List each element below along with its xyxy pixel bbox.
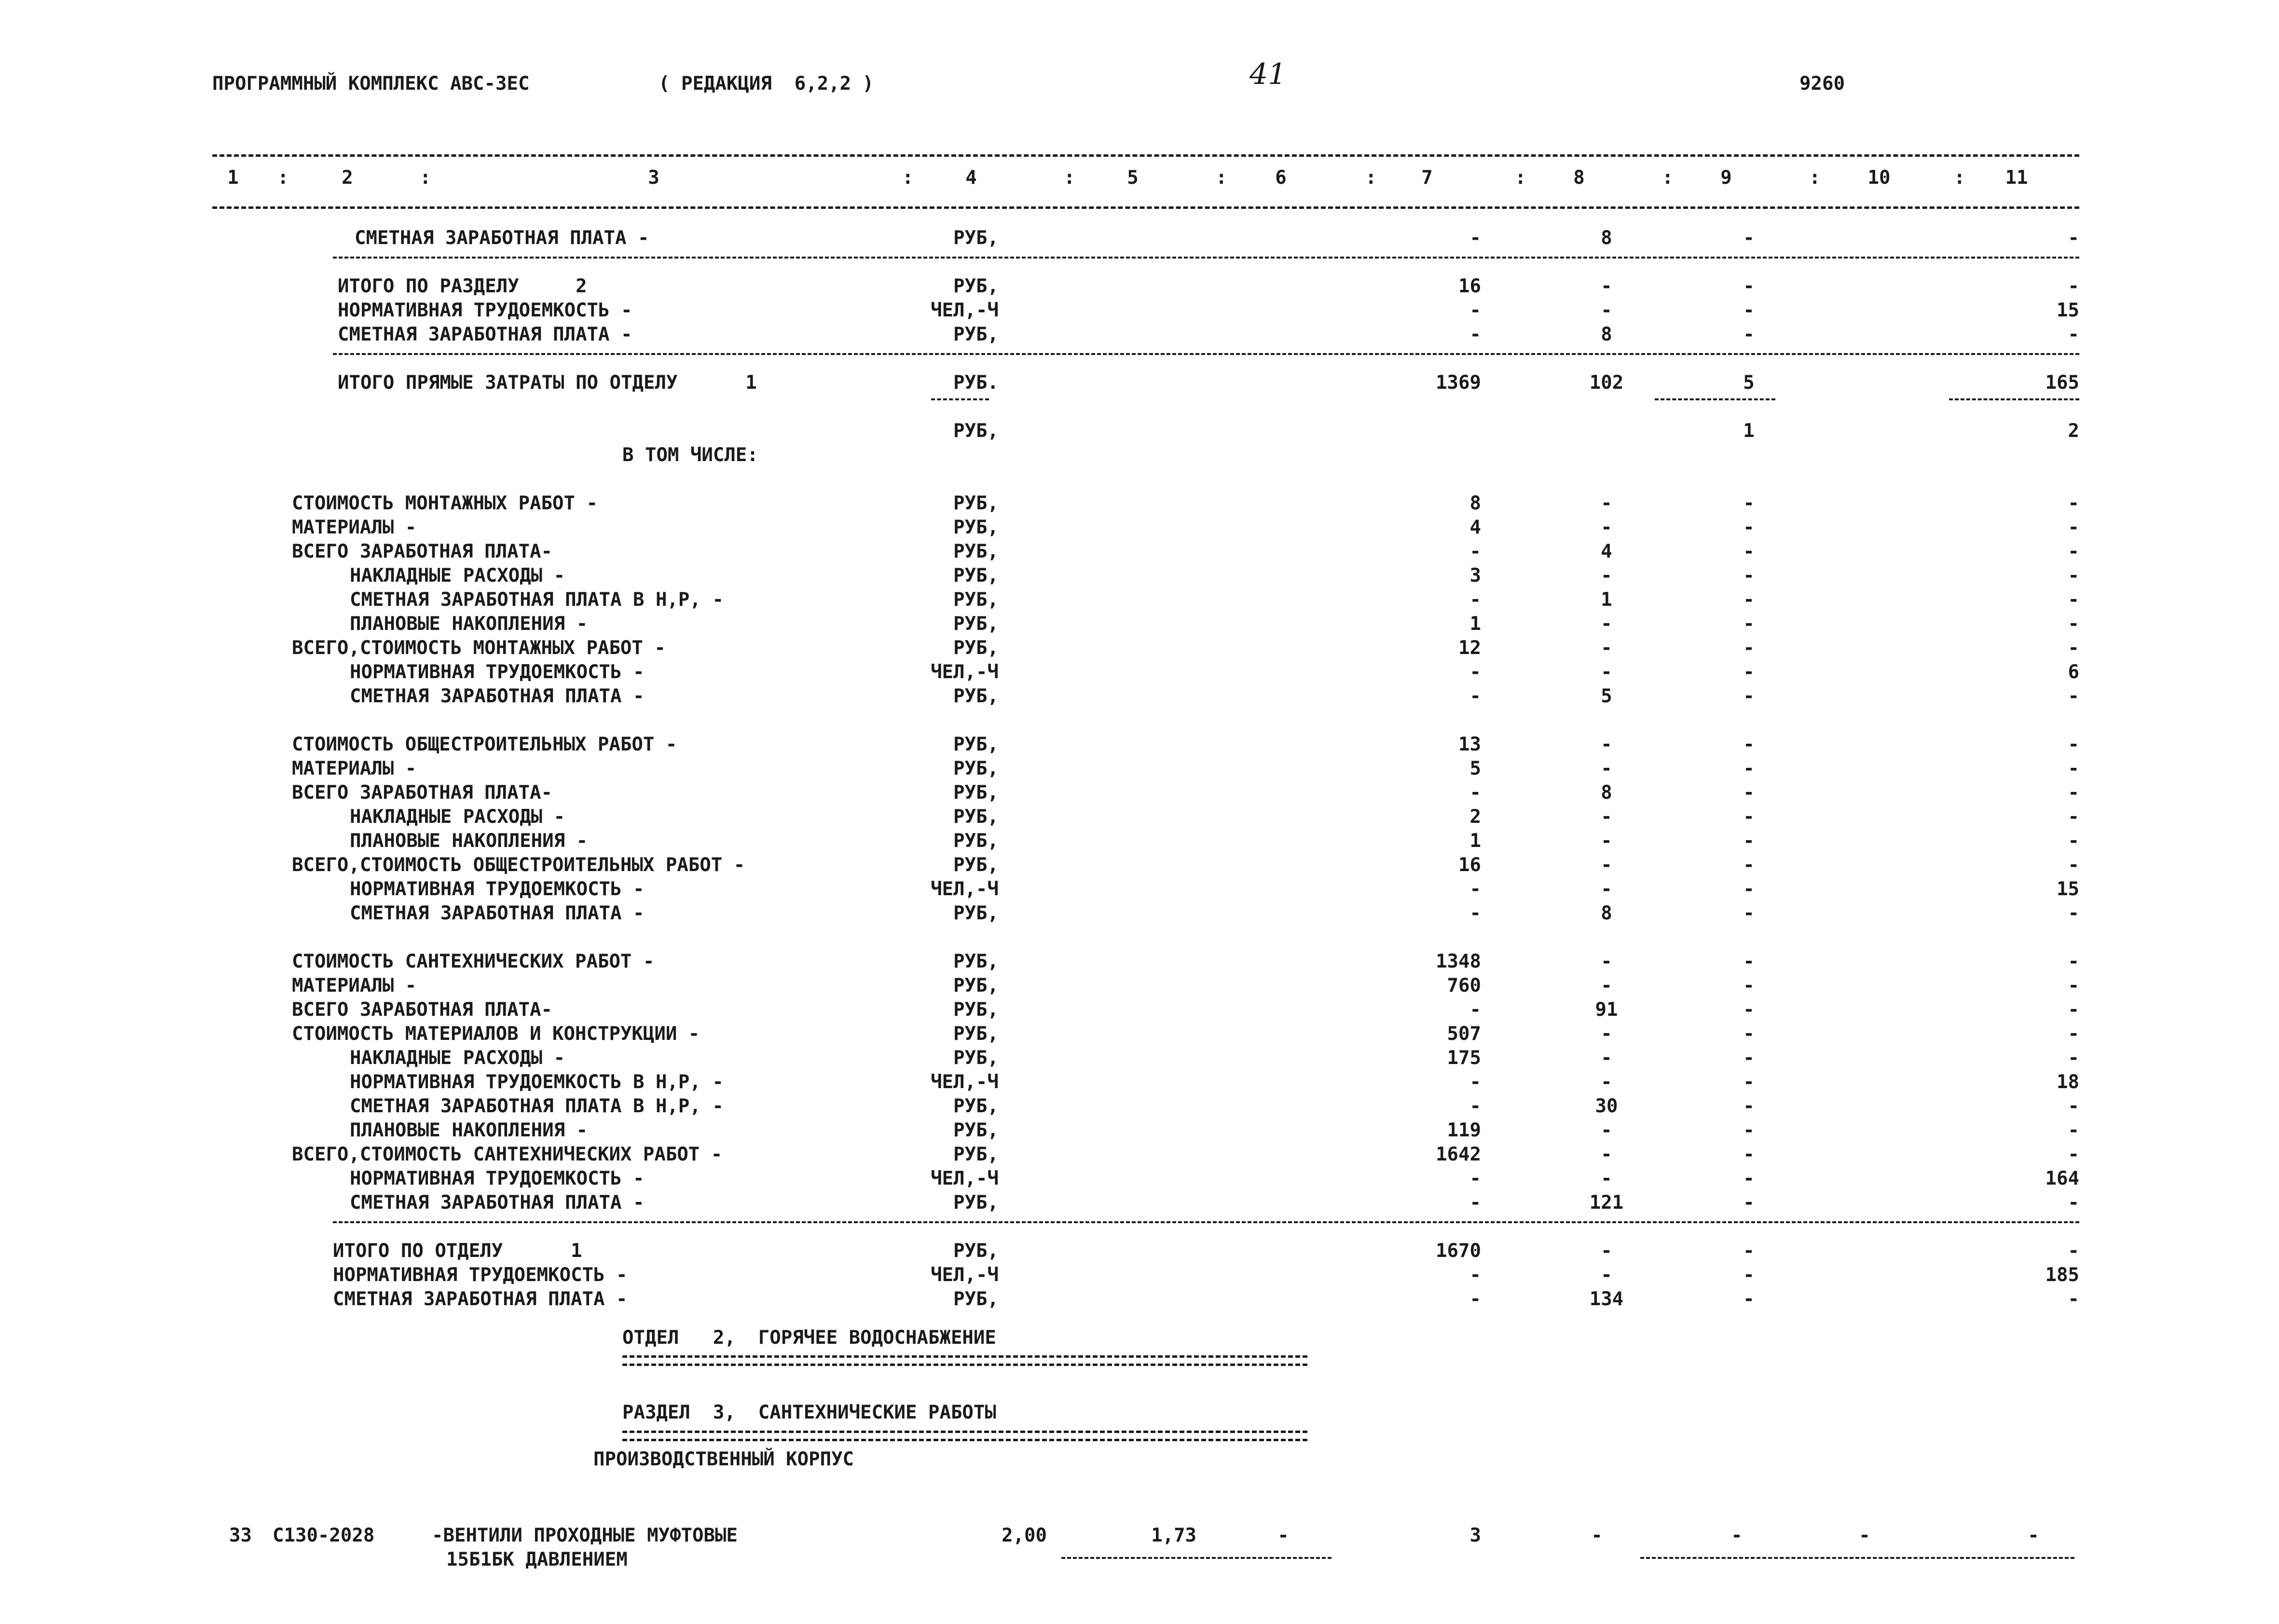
row-value-c7: 2 [1469, 806, 1481, 828]
row-label: СТОИМОСТЬ МОНТАЖНЫХ РАБОТ - [292, 492, 598, 514]
row-value-c7: 1670 [1436, 1240, 1481, 1262]
row-unit: ЧЕЛ,-Ч [931, 878, 999, 900]
row-unit: РУБ, [953, 1047, 999, 1069]
row-label: МАТЕРИАЛЫ - [292, 517, 417, 538]
row-label: СМЕТНАЯ ЗАРАБОТНАЯ ПЛАТА - [338, 324, 632, 345]
row-value-c7: 175 [1447, 1047, 1481, 1069]
row-value-c7: - [1469, 227, 1481, 249]
handwritten-page-number: 41 [1249, 57, 1287, 91]
row-unit: РУБ, [953, 902, 999, 924]
column-separator: : [1662, 167, 1674, 189]
row-value-c9: - [1743, 951, 1755, 972]
column-number-7: 7 [1421, 167, 1433, 189]
document-code: 9260 [1799, 73, 1845, 95]
column-separator: : [420, 167, 431, 189]
row-label: ПЛАНОВЫЕ НАКОПЛЕНИЯ - [350, 1119, 588, 1141]
table-header-rule [212, 206, 2079, 209]
row-value-c9: - [1743, 1023, 1755, 1045]
row-value-c7: - [1469, 902, 1481, 924]
row-value-c7: 5 [1469, 758, 1481, 779]
row-value-c7: 1642 [1436, 1144, 1481, 1165]
row-value-c9: - [1743, 685, 1755, 707]
section-double-rule [622, 1431, 1307, 1441]
row-unit: РУБ, [953, 517, 999, 538]
row-label: НОРМАТИВНАЯ ТРУДОЕМКОСТЬ - [350, 878, 645, 900]
row-label: ВСЕГО,СТОИМОСТЬ ОБЩЕСТРОИТЕЛЬНЫХ РАБОТ - [292, 854, 745, 876]
row-value-c11: - [2068, 975, 2079, 996]
row-value-c11: - [2068, 492, 2079, 514]
row-value-c7: - [1469, 878, 1481, 900]
row-value-c7: 3 [1469, 565, 1481, 587]
row-unit: РУБ, [953, 637, 999, 659]
table-top-rule [212, 154, 2079, 157]
row-unit: РУБ. [953, 372, 999, 394]
row-value-c11: - [2068, 734, 2079, 755]
row-label: СМЕТНАЯ ЗАРАБОТНАЯ ПЛАТА - [350, 685, 645, 707]
row-value-c9: - [1743, 1071, 1755, 1093]
row-unit: ЧЕЛ,-Ч [931, 1168, 999, 1189]
row-value-c9: - [1743, 999, 1755, 1021]
row-unit: РУБ, [953, 830, 999, 852]
row-label: СМЕТНАЯ ЗАРАБОТНАЯ ПЛАТА - [355, 227, 649, 249]
row-value-c9: - [1743, 613, 1755, 635]
row-value-c9: - [1743, 275, 1755, 297]
row-value-c9: - [1743, 492, 1755, 514]
row-label: НОРМАТИВНАЯ ТРУДОЕМКОСТЬ - [350, 661, 645, 683]
row-value-c11: - [2068, 782, 2079, 804]
row-value-c11: - [2068, 854, 2079, 876]
row-value-c8: 8 [1601, 324, 1612, 345]
row-value-c11: - [2068, 1288, 2079, 1310]
item-underline [1061, 1557, 1332, 1559]
row-value-c7: - [1469, 324, 1481, 345]
row-value-c9: - [1743, 1240, 1755, 1262]
row-value-c11: 185 [2045, 1264, 2079, 1286]
row-unit: РУБ, [953, 1144, 999, 1165]
row-value-c7: 16 [1458, 275, 1481, 297]
row-unit: РУБ, [953, 541, 999, 562]
row-value-c7: - [1469, 1192, 1481, 1214]
row-value-c8: - [1601, 661, 1612, 683]
row-unit: РУБ, [953, 324, 999, 345]
item-name-line2: 15Б1БК ДАВЛЕНИЕМ [446, 1549, 628, 1570]
row-value-c11: - [2068, 613, 2079, 635]
row-label: ВСЕГО ЗАРАБОТНАЯ ПЛАТА- [292, 541, 553, 562]
row-value-c11: - [2068, 951, 2079, 972]
row-value-c9: - [1743, 661, 1755, 683]
row-value-c11: - [2068, 1144, 2079, 1165]
row-value-c7: - [1469, 1071, 1481, 1093]
item-unit-price: 1,73 [1151, 1525, 1196, 1546]
row-unit: РУБ, [953, 1240, 999, 1262]
row-value-c7: 8 [1469, 492, 1481, 514]
row-value-c8: 5 [1601, 685, 1612, 707]
column-separator: : [1954, 167, 1965, 189]
department-double-rule [622, 1355, 1307, 1366]
row-value-c7: - [1469, 685, 1481, 707]
row-value-c8: - [1601, 830, 1612, 852]
row-label: ИТОГО ПО ОТДЕЛУ 1 [333, 1240, 582, 1262]
row-value-c8: - [1601, 1023, 1612, 1045]
row-label: ИТОГО ПО РАЗДЕЛУ 2 [338, 275, 587, 297]
row-value-c11: - [2068, 758, 2079, 779]
column-number-9: 9 [1720, 167, 1732, 189]
object-name: ПРОИЗВОДСТВЕННЫЙ КОРПУС [593, 1448, 854, 1470]
row-label: МАТЕРИАЛЫ - [292, 975, 417, 996]
column-number-1: 1 [227, 167, 239, 189]
section-rule [333, 1221, 2079, 1223]
row-value-c7: 1 [1469, 613, 1481, 635]
column-number-5: 5 [1127, 167, 1139, 189]
row-unit: ЧЕЛ,-Ч [931, 661, 999, 683]
row-value-c8: - [1601, 878, 1612, 900]
row-value-c9: - [1743, 854, 1755, 876]
row-value-c7: 12 [1458, 637, 1481, 659]
row-value-c8: - [1601, 637, 1612, 659]
row-label: НАКЛАДНЫЕ РАСХОДЫ - [350, 565, 565, 587]
row-value-c8: - [1601, 1264, 1612, 1286]
row-value-c9: - [1743, 782, 1755, 804]
row-label: СМЕТНАЯ ЗАРАБОТНАЯ ПЛАТА - [350, 1192, 645, 1214]
column-separator: : [902, 167, 914, 189]
row-value-c11: - [2068, 565, 2079, 587]
row-value-c9: - [1743, 227, 1755, 249]
row-label: НАКЛАДНЫЕ РАСХОДЫ - [350, 806, 565, 828]
row-value-c7: 760 [1447, 975, 1481, 996]
row-value-c8: - [1601, 275, 1612, 297]
row-label: ПЛАНОВЫЕ НАКОПЛЕНИЯ - [350, 613, 588, 635]
row-value-c9: - [1743, 1095, 1755, 1117]
row-unit: РУБ, [953, 492, 999, 514]
row-value-c9: - [1743, 324, 1755, 345]
row-unit: РУБ, [953, 227, 999, 249]
column-separator: : [1216, 167, 1227, 189]
row-value-c8: 30 [1595, 1095, 1618, 1117]
row-value-c11: - [2068, 637, 2079, 659]
row-value-c9: - [1743, 637, 1755, 659]
row-label: ИТОГО ПРЯМЫЕ ЗАТРАТЫ ПО ОТДЕЛУ 1 [338, 372, 757, 394]
row-unit: РУБ, [953, 806, 999, 828]
row-value-c8: 121 [1589, 1192, 1624, 1214]
column-separator: : [1809, 167, 1821, 189]
row-value-c9: - [1743, 878, 1755, 900]
row-value-c9: 5 [1743, 372, 1755, 394]
row-unit: РУБ, [953, 1119, 999, 1141]
item-position: 33 [229, 1525, 252, 1546]
row-value-c8: - [1601, 613, 1612, 635]
row-value-c11: 15 [2057, 300, 2079, 321]
row-value-c11: - [2068, 1192, 2079, 1214]
row-value-c8: 91 [1595, 999, 1618, 1021]
row-value-c11: - [2068, 517, 2079, 538]
row-value-c9: - [1743, 1047, 1755, 1069]
row-value-c9: - [1743, 975, 1755, 996]
row-value-c9: - [1743, 902, 1755, 924]
row-value-c8: - [1601, 1119, 1612, 1141]
row-value-c11: - [2068, 275, 2079, 297]
row-unit: РУБ, [953, 589, 999, 611]
row-label: МАТЕРИАЛЫ - [292, 758, 417, 779]
row-unit: РУБ, [953, 1095, 999, 1117]
column-separator: : [277, 167, 289, 189]
item-col7: 3 [1469, 1525, 1481, 1546]
row-value-c7: - [1469, 589, 1481, 611]
row-unit: РУБ, [953, 734, 999, 755]
subtotal-underline [1949, 398, 2079, 400]
row-value-c7: 1348 [1436, 951, 1481, 972]
row-value-c9: - [1743, 589, 1755, 611]
section-rule [333, 257, 2079, 259]
row-label: ВСЕГО ЗАРАБОТНАЯ ПЛАТА- [292, 999, 553, 1021]
column-number-11: 11 [2005, 167, 2028, 189]
column-separator: : [1515, 167, 1526, 189]
row-value-c8: - [1601, 806, 1612, 828]
row-value-c7: 119 [1447, 1119, 1481, 1141]
row-label: НОРМАТИВНАЯ ТРУДОЕМКОСТЬ В Н,Р, - [350, 1071, 724, 1093]
row-unit: РУБ, [953, 565, 999, 587]
row-value-c9: - [1743, 565, 1755, 587]
department-heading: ОТДЕЛ 2, ГОРЯЧЕЕ ВОДОСНАБЖЕНИЕ [622, 1327, 996, 1349]
row-unit: ЧЕЛ,-Ч [931, 1071, 999, 1093]
row-value-c8: 134 [1589, 1288, 1624, 1310]
row-value-c9: - [1743, 1264, 1755, 1286]
row-value-c9: - [1743, 806, 1755, 828]
item-quantity: 2,00 [1002, 1525, 1047, 1546]
row-label: НОРМАТИВНАЯ ТРУДОЕМКОСТЬ - [350, 1168, 645, 1189]
row-value-c9: - [1743, 517, 1755, 538]
row-value-c7: - [1469, 541, 1481, 562]
row-value-c11: - [2068, 685, 2079, 707]
row-label: ПЛАНОВЫЕ НАКОПЛЕНИЯ - [350, 830, 588, 852]
item-col8: - [1591, 1525, 1603, 1546]
row-value-c8: 8 [1601, 902, 1612, 924]
row-value-c8: 8 [1601, 227, 1612, 249]
item-name-line1: -ВЕНТИЛИ ПРОХОДНЫЕ МУФТОВЫЕ [432, 1525, 738, 1546]
subtotal-underline [1655, 398, 1775, 400]
row-value-c8: - [1601, 1168, 1612, 1189]
row-unit: РУБ, [953, 975, 999, 996]
row-value-c9: - [1743, 1192, 1755, 1214]
row-label: СМЕТНАЯ ЗАРАБОТНАЯ ПЛАТА - [350, 902, 645, 924]
row-label: ВСЕГО ЗАРАБОТНАЯ ПЛАТА- [292, 782, 553, 804]
row-unit: РУБ, [953, 951, 999, 972]
row-value-c7: - [1469, 782, 1481, 804]
row-value-c8: - [1601, 1240, 1612, 1262]
row-unit: РУБ, [953, 999, 999, 1021]
row-label: СТОИМОСТЬ МАТЕРИАЛОВ И КОНСТРУКЦИИ - [292, 1023, 700, 1045]
row-value-c7: 13 [1458, 734, 1481, 755]
column-number-4: 4 [965, 167, 977, 189]
column-number-3: 3 [648, 167, 659, 189]
row-value-c7: 16 [1458, 854, 1481, 876]
row-value-c9: - [1743, 734, 1755, 755]
row-value-c9: - [1743, 300, 1755, 321]
row-value-c11: - [2068, 1095, 2079, 1117]
row-value-c8: - [1601, 300, 1612, 321]
subtotal-underline [931, 398, 989, 400]
column-number-10: 10 [1867, 167, 1891, 189]
row-label: СМЕТНАЯ ЗАРАБОТНАЯ ПЛАТА В Н,Р, - [350, 1095, 724, 1117]
row-value-c9: - [1743, 1288, 1755, 1310]
row-value-c9: - [1743, 1168, 1755, 1189]
column-number-2: 2 [342, 167, 353, 189]
row-value-c9: - [1743, 1144, 1755, 1165]
row-unit: РУБ, [953, 1192, 999, 1214]
row-value-c8: - [1601, 951, 1612, 972]
row-value-c8: - [1601, 1047, 1612, 1069]
row-unit: РУБ, [953, 1023, 999, 1045]
row-label: В ТОМ ЧИСЛЕ: [622, 444, 758, 466]
row-unit: РУБ, [953, 782, 999, 804]
row-value-c8: - [1601, 517, 1612, 538]
row-value-c7: - [1469, 1095, 1481, 1117]
row-value-c11: 165 [2045, 372, 2079, 394]
column-number-6: 6 [1275, 167, 1287, 189]
row-value-c8: - [1601, 734, 1612, 755]
row-label: НАКЛАДНЫЕ РАСХОДЫ - [350, 1047, 565, 1069]
row-value-c11: - [2068, 830, 2079, 852]
row-unit: ЧЕЛ,-Ч [931, 300, 999, 321]
item-col10: - [1859, 1525, 1870, 1546]
row-value-c11: - [2068, 541, 2079, 562]
row-value-c11: - [2068, 1119, 2079, 1141]
item-col9: - [1731, 1525, 1743, 1546]
program-title: ПРОГРАММНЫЙ КОМПЛЕКС АВС-3ЕС [212, 73, 530, 95]
row-label: НОРМАТИВНАЯ ТРУДОЕМКОСТЬ - [333, 1264, 628, 1286]
row-value-c11: - [2068, 1047, 2079, 1069]
item-code: С130-2028 [273, 1525, 375, 1546]
row-value-c11: 2 [2068, 420, 2079, 442]
row-value-c11: - [2068, 999, 2079, 1021]
row-label: ВСЕГО,СТОИМОСТЬ САНТЕХНИЧЕСКИХ РАБОТ - [292, 1144, 723, 1165]
row-value-c9: - [1743, 541, 1755, 562]
row-value-c11: 164 [2045, 1168, 2079, 1189]
row-value-c11: 6 [2068, 661, 2079, 683]
row-value-c11: - [2068, 324, 2079, 345]
row-value-c8: - [1601, 975, 1612, 996]
row-value-c11: - [2068, 806, 2079, 828]
row-value-c11: - [2068, 1023, 2079, 1045]
row-unit: РУБ, [953, 420, 999, 442]
row-value-c9: - [1743, 830, 1755, 852]
row-value-c7: - [1469, 999, 1481, 1021]
row-value-c8: - [1601, 758, 1612, 779]
row-value-c11: 15 [2057, 878, 2079, 900]
row-value-c7: - [1469, 1168, 1481, 1189]
item-col6: - [1277, 1525, 1289, 1546]
row-value-c11: - [2068, 1240, 2079, 1262]
row-label: ВСЕГО,СТОИМОСТЬ МОНТАЖНЫХ РАБОТ - [292, 637, 666, 659]
column-number-8: 8 [1573, 167, 1585, 189]
row-label: НОРМАТИВНАЯ ТРУДОЕМКОСТЬ - [338, 300, 632, 321]
section-rule [333, 353, 2079, 355]
row-value-c9: 1 [1743, 420, 1755, 442]
row-value-c8: - [1601, 565, 1612, 587]
row-value-c7: 4 [1469, 517, 1481, 538]
column-separator: : [1365, 167, 1377, 189]
row-value-c7: 507 [1447, 1023, 1481, 1045]
row-unit: РУБ, [953, 758, 999, 779]
row-value-c11: - [2068, 902, 2079, 924]
row-unit: РУБ, [953, 854, 999, 876]
row-unit: РУБ, [953, 1288, 999, 1310]
row-value-c7: - [1469, 300, 1481, 321]
item-col11: - [2028, 1525, 2039, 1546]
row-label: СМЕТНАЯ ЗАРАБОТНАЯ ПЛАТА - [333, 1288, 628, 1310]
column-separator: : [1064, 167, 1075, 189]
row-value-c8: - [1601, 1144, 1612, 1165]
row-value-c8: 4 [1601, 541, 1612, 562]
row-unit: РУБ, [953, 685, 999, 707]
row-value-c8: 1 [1601, 589, 1612, 611]
item-underline [1640, 1557, 2074, 1559]
row-value-c8: - [1601, 854, 1612, 876]
row-value-c11: 18 [2057, 1071, 2079, 1093]
row-value-c11: - [2068, 227, 2079, 249]
row-label: СТОИМОСТЬ ОБЩЕСТРОИТЕЛЬНЫХ РАБОТ - [292, 734, 677, 755]
row-value-c7: - [1469, 661, 1481, 683]
row-value-c7: 1369 [1436, 372, 1481, 394]
row-value-c7: - [1469, 1264, 1481, 1286]
section-heading: РАЗДЕЛ 3, САНТЕХНИЧЕСКИЕ РАБОТЫ [622, 1402, 996, 1423]
row-label: СТОИМОСТЬ САНТЕХНИЧЕСКИХ РАБОТ - [292, 951, 655, 972]
row-value-c9: - [1743, 1119, 1755, 1141]
row-unit: ЧЕЛ,-Ч [931, 1264, 999, 1286]
row-value-c11: - [2068, 589, 2079, 611]
row-value-c8: - [1601, 492, 1612, 514]
row-value-c8: - [1601, 1071, 1612, 1093]
row-unit: РУБ, [953, 613, 999, 635]
program-edition: ( РЕДАКЦИЯ 6,2,2 ) [659, 73, 874, 95]
row-value-c9: - [1743, 758, 1755, 779]
row-value-c7: 1 [1469, 830, 1481, 852]
row-value-c8: 102 [1589, 372, 1624, 394]
row-unit: РУБ, [953, 275, 999, 297]
row-value-c8: 8 [1601, 782, 1612, 804]
row-label: СМЕТНАЯ ЗАРАБОТНАЯ ПЛАТА В Н,Р, - [350, 589, 724, 611]
row-value-c7: - [1469, 1288, 1481, 1310]
